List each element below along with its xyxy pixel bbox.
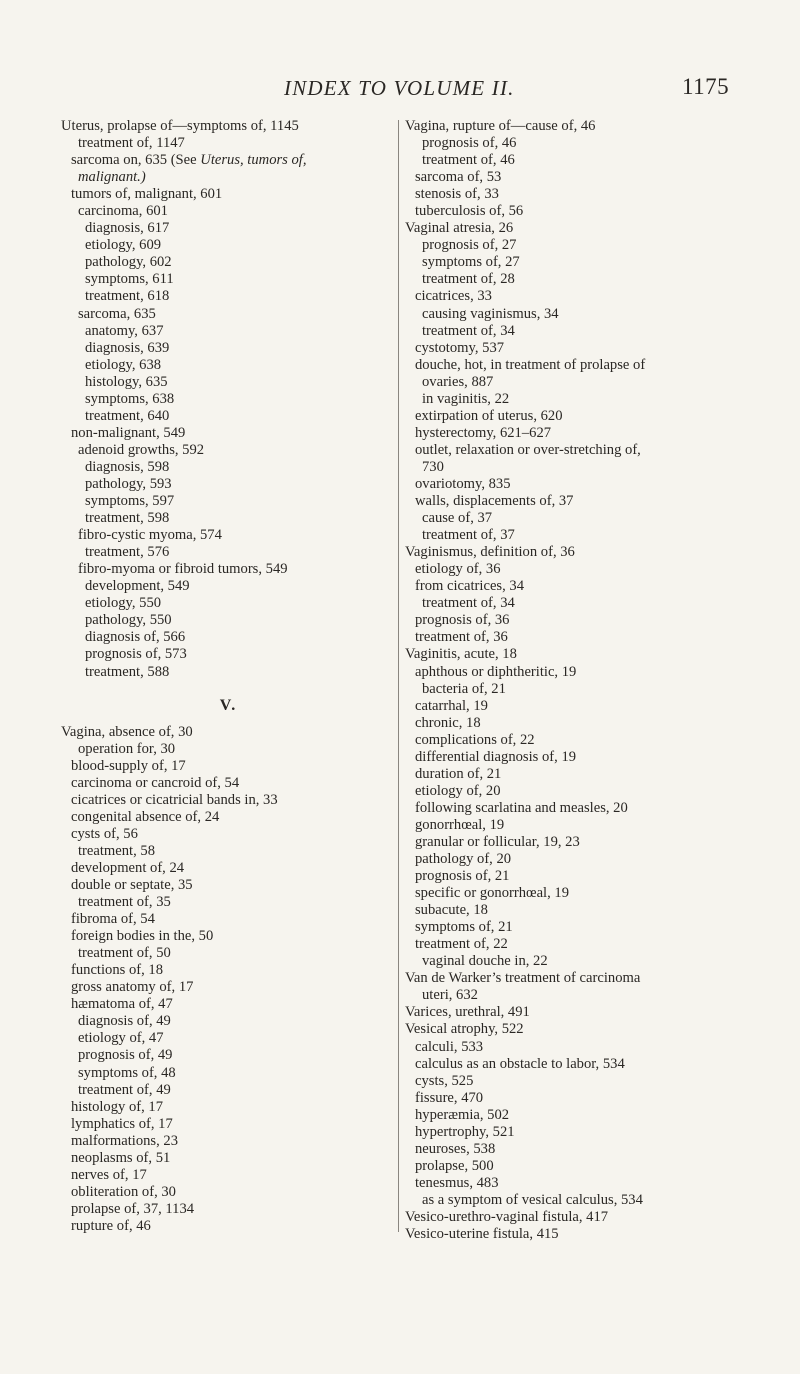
entry-text: cysts, 525 <box>415 1072 474 1089</box>
entry-text: treatment of, 37 <box>422 527 515 544</box>
index-entry <box>61 1201 396 1218</box>
entry-text: diagnosis, 617 <box>85 220 170 237</box>
entry-text: Vagina, absence of, 30 <box>61 723 193 740</box>
entry-text: etiology, 609 <box>85 237 162 254</box>
index-entry <box>61 254 396 271</box>
entry-text: sarcoma on, 635 (See <box>71 152 201 169</box>
index-entry <box>405 732 775 749</box>
entry-italic-text: Uterus, tumors of, <box>200 152 307 169</box>
entry-text: etiology of, 47 <box>78 1030 164 1047</box>
index-entry <box>61 996 396 1013</box>
entry-text: symptoms, 611 <box>85 271 174 288</box>
entry-text: carcinoma, 601 <box>78 203 168 220</box>
entry-text: gross anatomy of, 17 <box>71 979 194 996</box>
index-entry <box>61 1013 396 1030</box>
index-entry <box>405 288 775 305</box>
entry-text: treatment of, 34 <box>422 595 515 612</box>
entry-text: tenesmus, 483 <box>415 1174 499 1191</box>
entry-text: calculus as an obstacle to labor, 534 <box>415 1055 625 1072</box>
index-entry <box>61 408 396 425</box>
index-entry <box>405 169 775 186</box>
index-entry <box>405 118 775 135</box>
entry-text: prognosis of, 36 <box>415 612 510 629</box>
index-entry <box>405 527 775 544</box>
index-entry <box>405 1124 775 1141</box>
running-head <box>0 74 800 104</box>
index-entry <box>61 425 396 442</box>
entry-text: tumors of, malignant, 601 <box>71 186 223 203</box>
index-entry <box>405 715 775 732</box>
entry-text: pathology, 550 <box>85 612 172 629</box>
index-entry <box>61 476 396 493</box>
index-entry <box>61 203 396 220</box>
index-entry <box>61 758 396 775</box>
index-entry <box>405 254 775 271</box>
entry-text: foreign bodies in the, 50 <box>71 928 214 945</box>
entry-text: treatment, 576 <box>85 544 170 561</box>
index-entry <box>405 817 775 834</box>
index-entry <box>61 169 396 186</box>
index-entry <box>61 186 396 203</box>
entry-text: fibro-myoma or fibroid tumors, 549 <box>78 561 288 578</box>
index-entry <box>405 578 775 595</box>
entry-text: as a symptom of vesical calculus, 534 <box>422 1191 643 1208</box>
entry-text: cicatrices, 33 <box>415 288 492 305</box>
entry-text: hyperæmia, 502 <box>415 1106 510 1123</box>
entry-text: rupture of, 46 <box>71 1217 151 1234</box>
entry-text: pathology, 593 <box>85 475 172 492</box>
entry-text: treatment of, 1147 <box>78 135 185 152</box>
entry-text: symptoms, 597 <box>85 493 175 510</box>
index-entry <box>405 152 775 169</box>
entry-text: causing vaginismus, 34 <box>422 305 559 322</box>
index-entry <box>405 681 775 698</box>
entry-text: complications of, 22 <box>415 731 535 748</box>
index-entry <box>61 877 396 894</box>
entry-text: granular or follicular, 19, 23 <box>415 833 580 850</box>
index-entry <box>405 1209 775 1226</box>
index-entry <box>61 843 396 860</box>
index-entry <box>405 220 775 237</box>
entry-text: Vaginal atresia, 26 <box>405 220 514 237</box>
entry-text: Varices, urethral, 491 <box>405 1004 530 1021</box>
index-entry <box>405 1107 775 1124</box>
entry-text: sarcoma, 635 <box>78 305 156 322</box>
entry-text: treatment, 640 <box>85 407 170 424</box>
entry-text: uteri, 632 <box>422 987 478 1004</box>
entry-text: pathology of, 20 <box>415 851 512 868</box>
index-entry <box>61 323 396 340</box>
entry-text: ovaries, 887 <box>422 373 494 390</box>
entry-text: diagnosis of, 566 <box>85 629 186 646</box>
entry-text: prolapse, 500 <box>415 1157 494 1174</box>
entry-text: fibro-cystic myoma, 574 <box>78 527 222 544</box>
index-entry <box>405 885 775 902</box>
index-entry <box>61 1150 396 1167</box>
index-entry <box>405 664 775 681</box>
entry-text: treatment, 598 <box>85 510 170 527</box>
index-entry <box>61 374 396 391</box>
entry-text: diagnosis of, 49 <box>78 1013 171 1030</box>
entry-text: tuberculosis of, 56 <box>415 203 524 220</box>
index-entry <box>405 561 775 578</box>
index-entry <box>61 826 396 843</box>
entry-text: development of, 24 <box>71 859 185 876</box>
index-entry <box>61 306 396 323</box>
index-entry <box>61 510 396 527</box>
index-entry <box>405 953 775 970</box>
entry-text: prognosis of, 573 <box>85 646 187 663</box>
index-entry <box>61 962 396 979</box>
entry-text: malformations, 23 <box>71 1132 179 1149</box>
index-column-right <box>405 118 775 1243</box>
entry-text: cicatrices or cicatricial bands in, 33 <box>71 791 278 808</box>
index-entry <box>405 902 775 919</box>
entry-text: lymphatics of, 17 <box>71 1115 173 1132</box>
entry-text: treatment, 58 <box>78 842 155 859</box>
index-entry <box>405 783 775 800</box>
index-entry <box>61 664 396 681</box>
index-entry <box>405 425 775 442</box>
entry-text: Uterus, prolapse of—symptoms of, 1145 <box>61 118 299 134</box>
index-entry <box>405 271 775 288</box>
entry-text: cysts of, 56 <box>71 825 138 842</box>
index-entry <box>405 646 775 663</box>
entry-text: treatment of, 28 <box>422 271 515 288</box>
entry-text: stenosis of, 33 <box>415 186 499 203</box>
index-entry <box>61 741 396 758</box>
index-entry <box>405 987 775 1004</box>
index-entry <box>61 271 396 288</box>
entry-text: outlet, relaxation or over-stretching of, <box>415 441 641 458</box>
entry-text: non-malignant, 549 <box>71 424 186 441</box>
entry-text: fibroma of, 54 <box>71 911 155 928</box>
entry-text: Van de Warker’s treatment of carcinoma <box>405 970 641 987</box>
index-entry <box>61 612 396 629</box>
index-entry <box>405 800 775 817</box>
entry-text: etiology, 638 <box>85 356 162 373</box>
index-entry <box>61 945 396 962</box>
index-entry <box>61 1065 396 1082</box>
entry-text: treatment of, 50 <box>78 945 171 962</box>
index-entry <box>405 749 775 766</box>
entry-text: Vesico-uterine fistula, 415 <box>405 1226 559 1243</box>
entry-text: chronic, 18 <box>415 714 481 731</box>
entry-text: Vesical atrophy, 522 <box>405 1021 524 1038</box>
entry-text: congenital absence of, 24 <box>71 808 220 825</box>
entry-text: gonorrhœal, 19 <box>415 816 505 833</box>
index-entry <box>61 894 396 911</box>
entry-text: functions of, 18 <box>71 962 164 979</box>
entry-text: bacteria of, 21 <box>422 680 506 697</box>
index-entry <box>61 459 396 476</box>
entry-text: prolapse of, 37, 1134 <box>71 1200 195 1217</box>
index-column-left <box>61 118 396 1235</box>
index-entry <box>405 374 775 391</box>
index-entry <box>61 220 396 237</box>
entry-text: etiology, 550 <box>85 595 162 612</box>
entry-text: prognosis of, 49 <box>78 1047 173 1064</box>
entry-text: specific or gonorrhœal, 19 <box>415 885 569 902</box>
entry-text: extirpation of uterus, 620 <box>415 407 563 424</box>
entry-text: prognosis of, 46 <box>422 135 517 152</box>
index-entry <box>405 851 775 868</box>
entry-text: following scarlatina and measles, 20 <box>415 799 628 816</box>
entry-text: treatment of, 35 <box>78 894 171 911</box>
index-entry <box>405 476 775 493</box>
entry-text: Vaginismus, definition of, 36 <box>405 544 575 561</box>
index-entry <box>405 1158 775 1175</box>
index-entry <box>61 561 396 578</box>
index-entry <box>61 792 396 809</box>
index-entry <box>405 544 775 561</box>
index-entry <box>405 408 775 425</box>
index-entry <box>405 340 775 357</box>
entry-text: etiology of, 20 <box>415 782 501 799</box>
index-entry <box>405 1056 775 1073</box>
entry-text: sarcoma of, 53 <box>415 169 502 186</box>
entry-text: Vaginitis, acute, 18 <box>405 646 517 663</box>
index-entry <box>405 1021 775 1038</box>
entry-text: diagnosis, 598 <box>85 458 170 475</box>
index-entry <box>61 118 396 135</box>
index-entry <box>405 1039 775 1056</box>
entry-text: hypertrophy, 521 <box>415 1123 515 1140</box>
index-entry <box>405 1004 775 1021</box>
index-entry <box>61 1030 396 1047</box>
entry-text: from cicatrices, 34 <box>415 578 524 595</box>
index-entry <box>405 135 775 152</box>
index-entry <box>405 698 775 715</box>
entry-text: ovariotomy, 835 <box>415 475 511 492</box>
index-entry <box>405 1141 775 1158</box>
entry-text: treatment, 588 <box>85 663 170 680</box>
entry-text: histology, 635 <box>85 373 168 390</box>
index-entry <box>61 340 396 357</box>
entry-text: fissure, 470 <box>415 1089 484 1106</box>
index-entry <box>405 629 775 646</box>
entry-text: catarrhal, 19 <box>415 697 488 714</box>
entry-text: differential diagnosis of, 19 <box>415 748 577 765</box>
entry-text: carcinoma or cancroid of, 54 <box>71 774 240 791</box>
entry-text: calculi, 533 <box>415 1038 484 1055</box>
index-entry <box>405 612 775 629</box>
index-entry <box>405 868 775 885</box>
index-entry <box>61 928 396 945</box>
entry-text: prognosis of, 27 <box>422 237 517 254</box>
entry-text: symptoms, 638 <box>85 390 175 407</box>
index-entry <box>405 493 775 510</box>
index-entry <box>61 775 396 792</box>
index-entry <box>61 1047 396 1064</box>
index-entry <box>61 1218 396 1235</box>
entry-text: 730 <box>422 458 444 475</box>
index-entry <box>61 237 396 254</box>
running-head-title: INDEX TO VOLUME II. <box>284 76 515 100</box>
index-entry <box>61 357 396 374</box>
index-entry <box>61 1116 396 1133</box>
index-entry <box>61 527 396 544</box>
index-entry <box>61 1099 396 1116</box>
index-entry <box>405 391 775 408</box>
index-entry <box>405 1175 775 1192</box>
entry-text: neoplasms of, 51 <box>71 1149 171 1166</box>
entry-text: treatment of, 22 <box>415 936 508 953</box>
index-entry <box>61 152 396 169</box>
index-entry <box>61 1184 396 1201</box>
entry-text: douche, hot, in treatment of prolapse of <box>415 356 646 373</box>
index-entry <box>405 766 775 783</box>
index-entry <box>61 442 396 459</box>
entry-text: treatment, 618 <box>85 288 170 305</box>
index-entry <box>405 595 775 612</box>
index-entry <box>61 911 396 928</box>
index-entry <box>61 135 396 152</box>
entry-text: treatment of, 46 <box>422 152 515 169</box>
entry-text: histology of, 17 <box>71 1098 164 1115</box>
section-letter: V. <box>219 696 238 714</box>
index-entry <box>405 970 775 987</box>
index-entry <box>61 724 396 741</box>
index-entry <box>405 919 775 936</box>
column-divider <box>398 120 399 1232</box>
index-entry <box>61 809 396 826</box>
entry-text: duration of, 21 <box>415 765 502 782</box>
index-entry <box>405 1226 775 1243</box>
entry-text: Vagina, rupture of—cause of, 46 <box>405 118 596 134</box>
index-entry <box>405 459 775 476</box>
index-entry <box>61 1082 396 1099</box>
entry-text: Vesico-urethro-vaginal fistula, 417 <box>405 1209 609 1225</box>
entry-text: hysterectomy, 621–627 <box>415 424 552 441</box>
index-entry <box>61 979 396 996</box>
index-entry <box>61 288 396 305</box>
index-entry <box>405 306 775 323</box>
entry-text: prognosis of, 21 <box>415 868 510 885</box>
entry-text: symptoms of, 48 <box>78 1064 176 1081</box>
entry-text: subacute, 18 <box>415 902 488 919</box>
entry-text: diagnosis, 639 <box>85 339 170 356</box>
entry-text: nerves of, 17 <box>71 1166 147 1183</box>
index-entry <box>405 323 775 340</box>
index-entry <box>405 237 775 254</box>
entry-text: adenoid growths, 592 <box>78 441 205 458</box>
entry-text: in vaginitis, 22 <box>422 390 510 407</box>
entry-text: operation for, 30 <box>78 740 176 757</box>
entry-text: symptoms of, 21 <box>415 919 513 936</box>
page-number: 1175 <box>682 74 730 99</box>
entry-text: symptoms of, 27 <box>422 254 520 271</box>
entry-text: development, 549 <box>85 578 190 595</box>
index-entry <box>405 936 775 953</box>
entry-text: cystotomy, 537 <box>415 339 505 356</box>
entry-text: walls, displacements of, 37 <box>415 493 574 510</box>
index-entry <box>61 646 396 663</box>
index-entry <box>405 357 775 374</box>
index-entry <box>405 1192 775 1209</box>
entry-text: treatment of, 36 <box>415 629 508 646</box>
index-entry <box>61 1167 396 1184</box>
index-entry <box>61 595 396 612</box>
entry-text: vaginal douche in, 22 <box>422 953 548 970</box>
index-entry <box>61 860 396 877</box>
index-entry <box>61 629 396 646</box>
entry-text: etiology of, 36 <box>415 561 501 578</box>
index-entry <box>405 510 775 527</box>
entry-text: neuroses, 538 <box>415 1140 496 1157</box>
entry-text: pathology, 602 <box>85 254 172 271</box>
entry-text: aphthous or diphtheritic, 19 <box>415 663 577 680</box>
index-entry <box>61 493 396 510</box>
index-entry <box>61 1133 396 1150</box>
index-entry <box>61 578 396 595</box>
index-entry <box>405 203 775 220</box>
entry-text: hæmatoma of, 47 <box>71 996 173 1013</box>
index-entry <box>405 442 775 459</box>
entry-text: obliteration of, 30 <box>71 1183 176 1200</box>
entry-text: blood-supply of, 17 <box>71 757 186 774</box>
entry-italic-text: malignant.) <box>78 169 146 186</box>
index-entry <box>61 544 396 561</box>
entry-text: anatomy, 637 <box>85 322 164 339</box>
index-entry <box>405 834 775 851</box>
entry-text: double or septate, 35 <box>71 877 193 894</box>
entry-text: cause of, 37 <box>422 510 493 527</box>
index-entry <box>61 391 396 408</box>
index-entry <box>405 186 775 203</box>
entry-text: treatment of, 34 <box>422 322 515 339</box>
entry-text: treatment of, 49 <box>78 1081 171 1098</box>
index-entry <box>405 1090 775 1107</box>
index-entry <box>405 1073 775 1090</box>
